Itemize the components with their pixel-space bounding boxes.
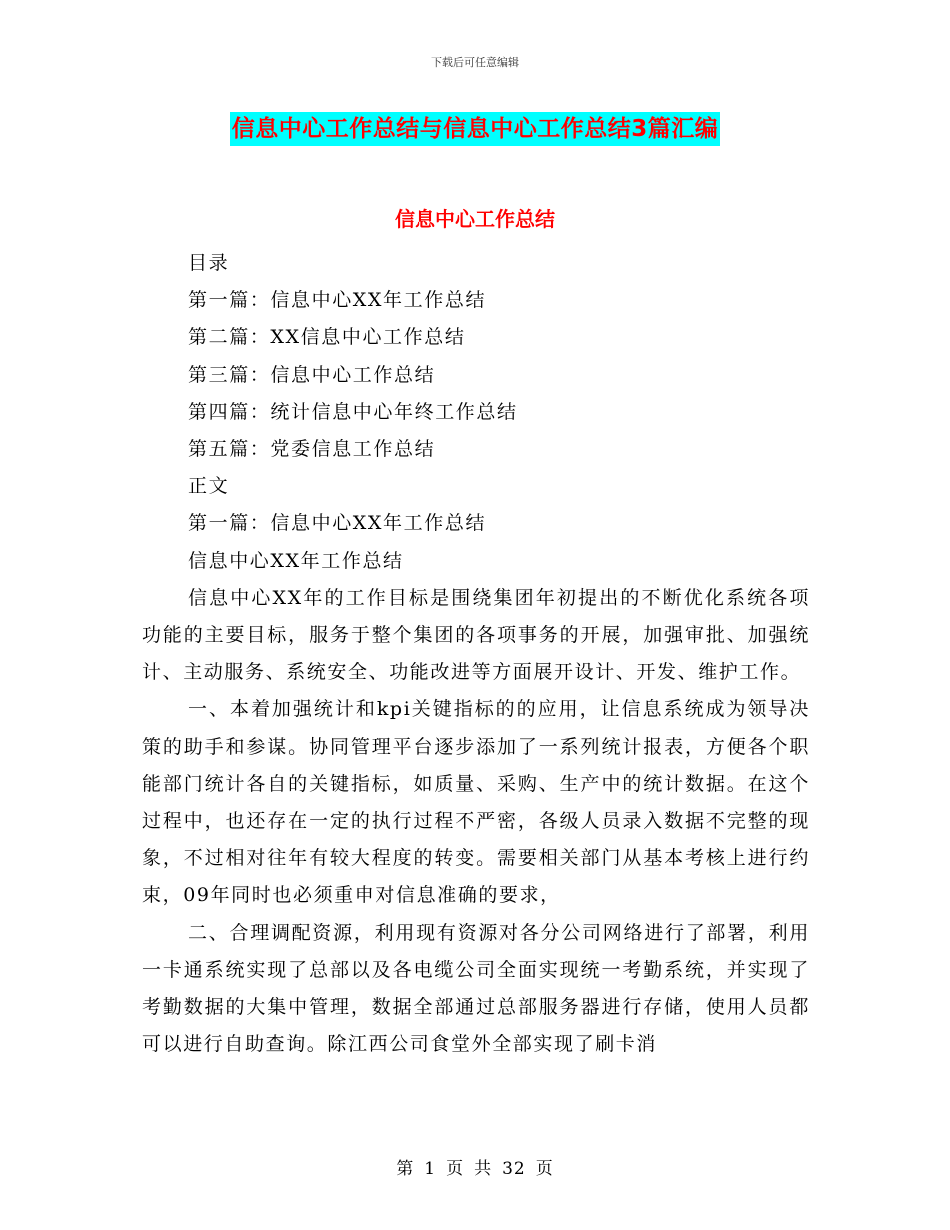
toc-item: 第三篇：信息中心工作总结 [188,363,436,386]
toc-item: 第五篇：党委信息工作总结 [188,437,436,460]
article-title: 信息中心XX年工作总结 [188,549,404,572]
document-title [0,112,950,146]
body-heading: 正文 [188,475,230,498]
part-title: 第一篇：信息中心XX年工作总结 [188,512,487,535]
paragraph: 信息中心XX年的工作目标是围绕集团年初提出的不断优化系统各项功能的主要目标，服务于整个集团的各项事务的开展，加强审批、加强统计、主动服务、系统安全、功能改进等方面展开设计、开发、维护工作。 [142,586,810,684]
paragraph: 一、本着加强统计和kpi关键指标的的应用，让信息系统成为领导决策的助手和参谋。协同管理平台逐步添加了一系列统计报表，方便各个职能部门统计各自的关键指标，如质量、采购、生产中的统计数据。在这个过程中，也还存在一定的执行过程不严密，各级人员录入数据不完整的现象，不过相对往年有较大程度的转变。需要相关部门从基本考核上进行约束，09年同时也必须重申对信息准确的要求， [142,698,810,907]
toc-item: 第一篇：信息中心XX年工作总结 [188,289,487,312]
document-title-text: 信息中心工作总结与信息中心工作总结3篇汇编 [230,112,721,146]
toc-item: 第四篇：统计信息中心年终工作总结 [188,400,518,423]
section-heading: 信息中心工作总结 [395,207,555,231]
total-pages: 32 [502,1159,526,1179]
page-label-mid: 页 [446,1159,465,1179]
total-label-suffix: 页 [535,1159,554,1179]
toc-item: 第二篇：XX信息中心工作总结 [188,326,466,349]
header-note: 下载后可任意编辑 [431,56,519,69]
paragraph: 二、合理调配资源，利用现有资源对各分公司网络进行了部署，利用一卡通系统实现了总部以及各电缆公司全面实现统一考勤系统，并实现了考勤数据的大集中管理，数据全部通过总部服务器进行存储，使用人员都可以进行自助查询。除江西公司食堂外全部实现了刷卡消 [142,921,810,1056]
document-body [142,245,810,1063]
page-footer [0,1154,950,1179]
page-number: 1 [424,1159,437,1179]
page-label-prefix: 第 [396,1159,415,1179]
toc-heading: 目录 [188,252,230,274]
total-label-prefix: 共 [474,1159,493,1179]
